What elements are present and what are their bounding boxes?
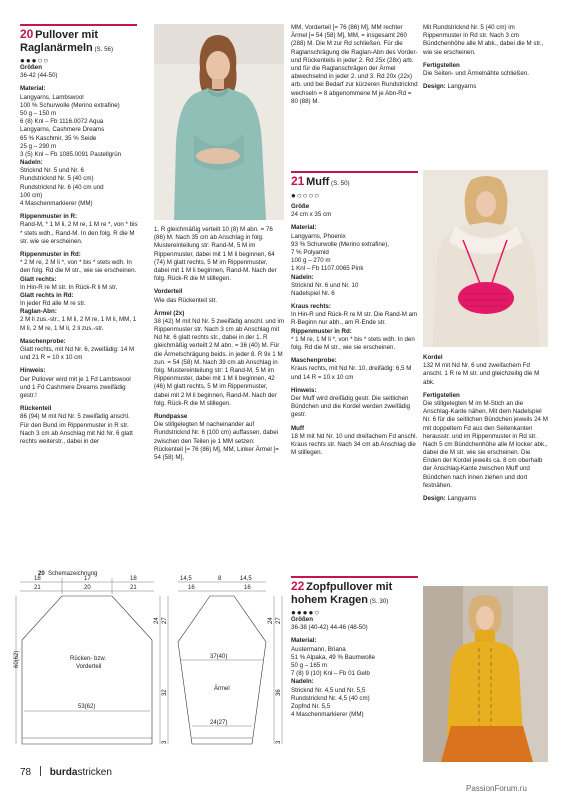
svg-text:18: 18 — [130, 576, 137, 582]
difficulty-rating: ●○○○○ — [291, 190, 321, 200]
pattern-20-title-2: Raglanärmeln — [20, 41, 93, 54]
pattern-21-page-ref: (S. 50) — [331, 180, 350, 187]
page-footer — [20, 766, 112, 779]
pattern-22-title-2: hohem Kragen — [291, 593, 369, 606]
column-3-pattern-22: Größen 36-38 (40-42) 44-46 (48-50) Material: Austermann, Briana 51 % Alpaka, 49 % Baumwolle 50 g – 165 m 7 (8) 9 (10) Knl – Fb 01 Gelb Nadeln: Stricknd Nr. 4,5 und Nr. 5,5 Rundstricknd Nr. 4,5 (40 cm) Zopfnd Nr. 5,5 4 Maschenmarkierer (MM) — [291, 616, 375, 719]
svg-text:8: 8 — [218, 576, 222, 582]
sleeve-piece-label: Ärmel — [214, 686, 230, 692]
watermark: PassionForum.ru — [466, 784, 527, 793]
svg-text:24(27): 24(27) — [210, 720, 228, 726]
svg-text:27: 27 — [162, 617, 168, 624]
column-4-top: Mit Rundstricknd Nr. 5 (40 cm) im Rippenmuster in Rd str. Nach 3 cm Bündchenhöhe alle M abk., dabei die M str., wie sie erscheinen. Fertigstellen Die Seiten- und Ärmelnähte schließen. Design: Langyarns — [423, 24, 544, 91]
pattern-22-title-1: Zopfpullover mit — [306, 581, 393, 593]
zopfpullover-photo — [423, 586, 548, 762]
svg-text:3: 3 — [162, 740, 168, 744]
svg-text:24: 24 — [154, 617, 160, 624]
pattern-21-title: Muff — [306, 176, 330, 188]
pattern-22-page-ref: (S. 30) — [369, 597, 389, 605]
brand-logo: burda — [49, 767, 78, 778]
svg-text:37(40): 37(40) — [210, 654, 228, 660]
svg-text:14,5: 14,5 — [180, 576, 192, 582]
svg-text:27: 27 — [276, 617, 282, 624]
svg-text:21: 21 — [130, 585, 137, 591]
column-4-bottom: Kordel 132 M mit Nd Nr. 6 und zweifachem Fd anschl. 1 R re M str. und gleichzeitig die M abk. Fertigstellen Die stillgelegten M im M-Stich an die Anschlag-Kante nähen. Mit dem Nadelspiel Nr. 6 für die seitlichen Bündchen jeweils 24 M mit doppeltem Fd aus den Seitenkanten herausstr. und im Rippenmuster in Rd str. Nach 5 cm Bündchenhöhe alle M locker abk., dabei die M str. wie sie erscheinen. Die Enden der Kordel jeweils ca. 8 cm oberhalb der Anschlag-Kante zwischen Muff und Bündchen nach innen ziehen und dort festnähen. Design: Langyarns — [423, 354, 548, 502]
svg-text:21: 21 — [34, 585, 41, 591]
pattern-20-number: 20 — [20, 27, 34, 41]
svg-text:53(62): 53(62) — [78, 704, 96, 710]
page-number: 78 — [20, 767, 32, 778]
body-piece-label: Rücken- bzw. — [70, 656, 107, 662]
svg-text:3: 3 — [276, 740, 282, 744]
schema-heading: Schemazeichnung — [48, 571, 98, 577]
svg-text:20: 20 — [84, 585, 91, 591]
pattern-21-header — [291, 171, 418, 204]
body-piece-outline — [22, 596, 152, 744]
pullover-photo — [154, 24, 284, 220]
svg-text:Vorderteil: Vorderteil — [76, 664, 102, 670]
svg-text:32: 32 — [162, 689, 168, 696]
schema-heading-number: 20 — [38, 571, 45, 577]
pattern-20-page-ref: (S. 56) — [94, 45, 114, 53]
svg-text:36: 36 — [276, 689, 282, 696]
column-2: 1. R gleichmäßig verteilt 10 (8) M abn. = 76 (86) M. Nach 35 cm ab Anschlag in folg. Mustereinteilung str: Rand-M, 5 M im Rippenmuster, dabei mit 1 M li beginnen, 64 (74) M glatt rechts, 5 M im Rippenmuster, dabei mit 1 M li beginnen, Rand-M. Nach der folg. Rück-R die M stillegen. Vorderteil Wie das Rückenteil str. Ärmel (2x) 38 (42) M mit Nd Nr. 5 zweifädig anschl. und im Rippenmuster str. Nach 3 cm ab Anschlag mit Nd Nr. 6 glatt rechts str., dabei in der 1. R gleichmäßig verteilt 2 M abn. = 36 (40) M. Für die Ärmelschrägung beids. in jeder 8. R 9x 1 M zun. = 54 (58) M. Nach 39 cm ab Anschlag in folg. Mustereinteilung str: 1 Rand-M, 5 M im Rippenmuster, dabei mit 1 M li beginnen, 42 (46) M glatt rechts, 5 M im Rippenmuster, dabei mit 2 M li beginnen, Rand-M. Nach der folg. Rück-R die M stillegen. Rundpasse Die stillgelegten M nacheinander auf Rundstricknd Nr. 6 (100 cm) auffassen, dabei zwischen den Teilen je 1 MM setzen: Rückenteil [= 76 (86) M], MM, Linker Ärmel [= 54 (58) M], — [154, 226, 284, 461]
difficulty-rating: ●●●○○ — [20, 56, 50, 66]
svg-text:18: 18 — [34, 576, 41, 582]
muff-photo — [423, 170, 548, 347]
schematic-drawing — [14, 566, 290, 752]
pattern-22-number: 22 — [291, 579, 305, 593]
svg-text:16: 16 — [244, 585, 251, 591]
column-3-muff: Größe 24 cm x 35 cm Material: Langyarns, Phoenix 93 % Schurwolle (Merino extrafine), 7 % Polyamid 100 g – 270 m 1 Knl – Fb 1107.0065 Pink Nadeln: Stricknd Nr. 6 und Nr. 10 Nadelspiel Nr. 6 Kraus rechts: In Hin-R und Rück-R re M str. Die Rand-M am R-Beginn nur abh., am R-Ende str. Rippenmuster in Rd: * 1 M re, 1 M li *, von * bis * stets wdh. In den folg. Rd die M str., wie sie erscheinen. Maschenprobe: Kraus rechts, mit Nd Nr. 10, dreifädig: 6,5 M und 14 R = 10 x 10 cm Hinweis: Der Muff wird dreifädig gestr. Die seitlichen Bündchen und die Kordel werden zweifädig gestr. Muff 18 M mit Nd Nr. 10 und dreifachem Fd anschl. Kraus rechts str. Nach 34 cm ab Anschlag die M stillegen. — [291, 203, 418, 457]
svg-text:16: 16 — [188, 585, 195, 591]
column-3: MM, Vorderteil [= 76 (86) M], MM rechter Ärmel [= 54 (58) M], MM, = insgesamt 260 (288) M. Die M zur Rd schließen. Für die Raglanschrägung die Raglan-Abn des Vorder- und Rückenteils in jeder 2. Rd 25x (28x) arb. und für die Raglanschrägen der Ärmel abwechselnd in jeder 2. und 3. Rd 20x (22x) arb. und bei Bedarf zur kürzeren Rundstricknd wechseln = 8 abgenommene M je Abn-Rd = 80 (88) M. — [291, 24, 418, 105]
svg-text:17: 17 — [84, 576, 91, 582]
svg-text:24: 24 — [268, 617, 274, 624]
brand-suffix: stricken — [77, 767, 112, 778]
column-1: Größen 36-42 (44-50) Material: Langyarns, Lambswool 100 % Schurwolle (Merino extrafine) 50 g – 150 m 6 (8) Knl – Fb 1116.0072 Aqua Langyarns, Cashmere Dreams 65 % Kaschmir, 35 % Seide 25 g – 290 m 3 (5) Knl – Fb 1085.0091 Pastellgrün Nadeln: Stricknd Nr. 5 und Nr. 6 Rundstricknd Nr. 5 (40 cm) Rundstricknd Nr. 6 (40 cm und 100 cm) 4 Maschenmarkierer (MM) Rippenmuster in R: Rand-M, * 1 M li, 2 M re, 1 M re *, von * bis * stets wdh., Rand-M. In den folg. R die M str. wie sie erscheinen. Rippenmuster in Rd: * 2 M re, 2 M li *, von * bis * stets wdh. In den folg. Rd die M str., wie sie erscheinen. Glatt rechts: In Hin-R re M str. In Rück-R li M str. Glatt rechts in Rd: In jeder Rd alle M re str. Raglan-Abn: 2 M li zus.-str., 1 M li, 2 M re, 1 M li, MM, 1 M li, 2 M re, 1 M li, 2 li zus.-str. Maschenprobe: Glatt rechts, mit Nd Nr. 6, zweifädig: 14 M und 21 R = 10 x 10 cm Hinweis: Der Pullover wird mit je 1 Fd Lambswool und 1 Fd Cashmere Dreams zweifädig gestr.! Rückenteil 86 (94) M mit Nd Nr. 5 zweifädig anschl. Für den Bund im Rippenmuster in R str. Nach 3 cm ab Anschlag mit Nd Nr. 6 glatt rechts weiterstr., dabei in der — [20, 64, 138, 445]
difficulty-rating: ●●●●○ — [291, 608, 321, 618]
pattern-20-title-1: Pullover mit — [35, 29, 99, 41]
svg-text:14,5: 14,5 — [240, 576, 252, 582]
pattern-21-number: 21 — [291, 174, 305, 188]
svg-text:60(62): 60(62) — [14, 650, 20, 668]
